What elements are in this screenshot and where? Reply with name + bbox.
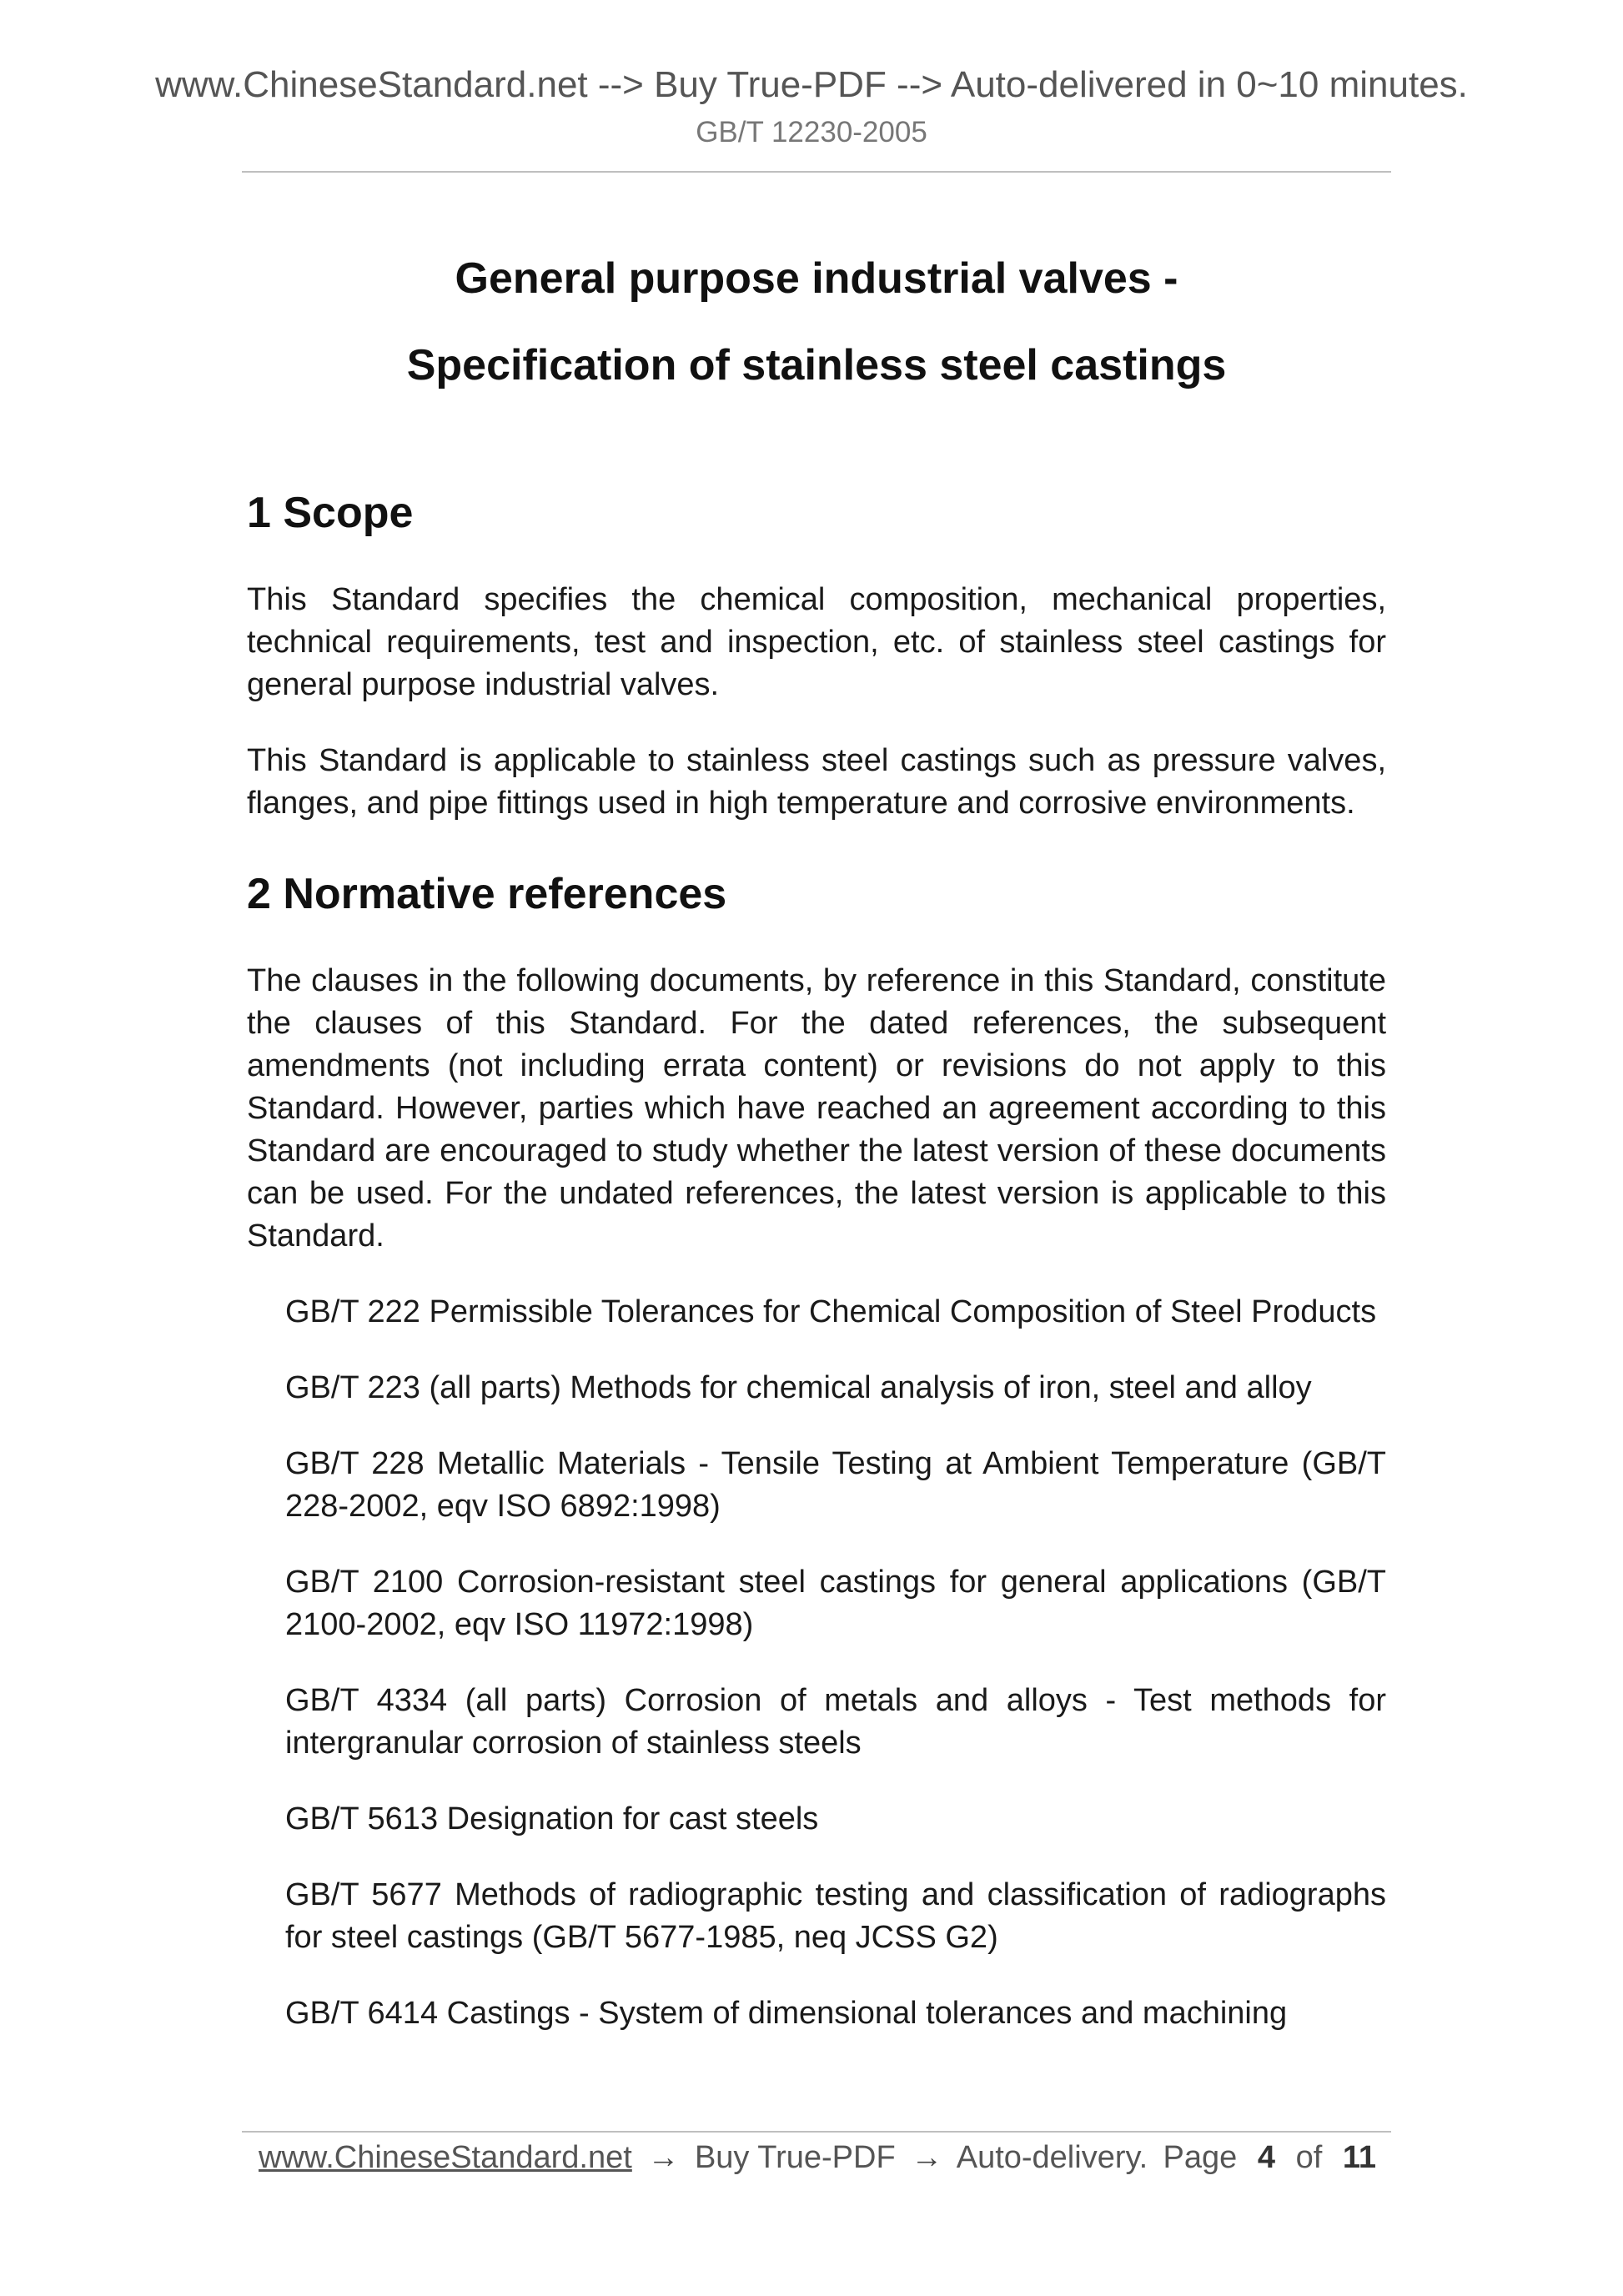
reference-item: GB/T 5677 Methods of radiographic testing and classification of radiographs for steel castings (GB/T 5677-1985, neq JCSS G2)	[285, 1877, 1386, 1955]
reference-item: GB/T 2100 Corrosion-resistant steel castings for general applications (GB/T 2100-2002, eqv ISO 11972:1998)	[285, 1565, 1386, 1642]
scope-paragraph: This Standard is applicable to stainless steel castings such as pressure valves, flanges, and pipe fittings used in high temperature and corrosive environments.	[247, 743, 1386, 821]
reference-item: GB/T 222 Permissible Tolerances for Chemical Composition of Steel Products	[285, 1294, 1377, 1329]
header-divider	[242, 171, 1391, 173]
reference-list	[247, 1291, 1386, 2035]
auto-delivery-text: Auto-delivery.	[956, 2140, 1148, 2175]
standard-number: GB/T 12230-2005	[696, 116, 927, 148]
page-footer	[259, 2137, 1376, 2178]
arrow-right-icon: →	[911, 2140, 943, 2175]
section-heading-scope: 1 Scope	[247, 489, 414, 537]
reference-item: GB/T 223 (all parts) Methods for chemical analysis of iron, steel and alloy	[285, 1370, 1312, 1405]
document-title	[247, 235, 1386, 409]
title-line-1: General purpose industrial valves -	[455, 254, 1178, 303]
section-heading-normative-references: 2 Normative references	[247, 870, 727, 918]
document-body	[247, 235, 1386, 2068]
page-header	[0, 60, 1623, 153]
reference-item: GB/T 228 Metallic Materials - Tensile Testing at Ambient Temperature (GB/T 228-2002, eqv ISO 6892:1998)	[285, 1446, 1386, 1524]
page-number: 4	[1257, 2140, 1275, 2175]
of-label: of	[1295, 2140, 1323, 2175]
reference-item: GB/T 4334 (all parts) Corrosion of metals and alloys - Test methods for intergranular corrosion of stainless steels	[285, 1683, 1386, 1761]
website-link[interactable]: www.ChineseStandard.net	[259, 2140, 632, 2175]
title-line-2: Specification of stainless steel castings	[406, 341, 1227, 389]
reference-item: GB/T 6414 Castings - System of dimensional tolerances and machining	[285, 1996, 1288, 2031]
page-indicator	[1163, 2137, 1376, 2178]
page-label: Page	[1163, 2140, 1238, 2175]
scope-paragraph: This Standard specifies the chemical composition, mechanical properties, technical requirements, test and inspection, etc. of stainless steel castings for general purpose industrial valves.	[247, 582, 1386, 702]
buy-pdf-text: Buy True-PDF	[694, 2140, 896, 2175]
footer-promo	[259, 2137, 1148, 2178]
reference-item: GB/T 5613 Designation for cast steels	[285, 1801, 819, 1836]
arrow-right-icon: →	[647, 2140, 680, 2175]
footer-divider	[242, 2131, 1391, 2133]
normative-references-paragraph: The clauses in the following documents, by reference in this Standard, constitute the clauses of this Standard. For the dated references, the subsequent amendments (not including errata content) or revisions do not apply to this Standard. However, parties which have reached an agreement according to this Standard are encouraged to study whether the latest version of these documents can be used. For the undated references, the latest version is applicable to this Standard.	[247, 963, 1386, 1254]
page-total: 11	[1342, 2140, 1376, 2175]
header-banner-text: www.ChineseStandard.net --> Buy True-PDF --> Auto-delivered in 0~10 minutes.	[155, 64, 1468, 105]
